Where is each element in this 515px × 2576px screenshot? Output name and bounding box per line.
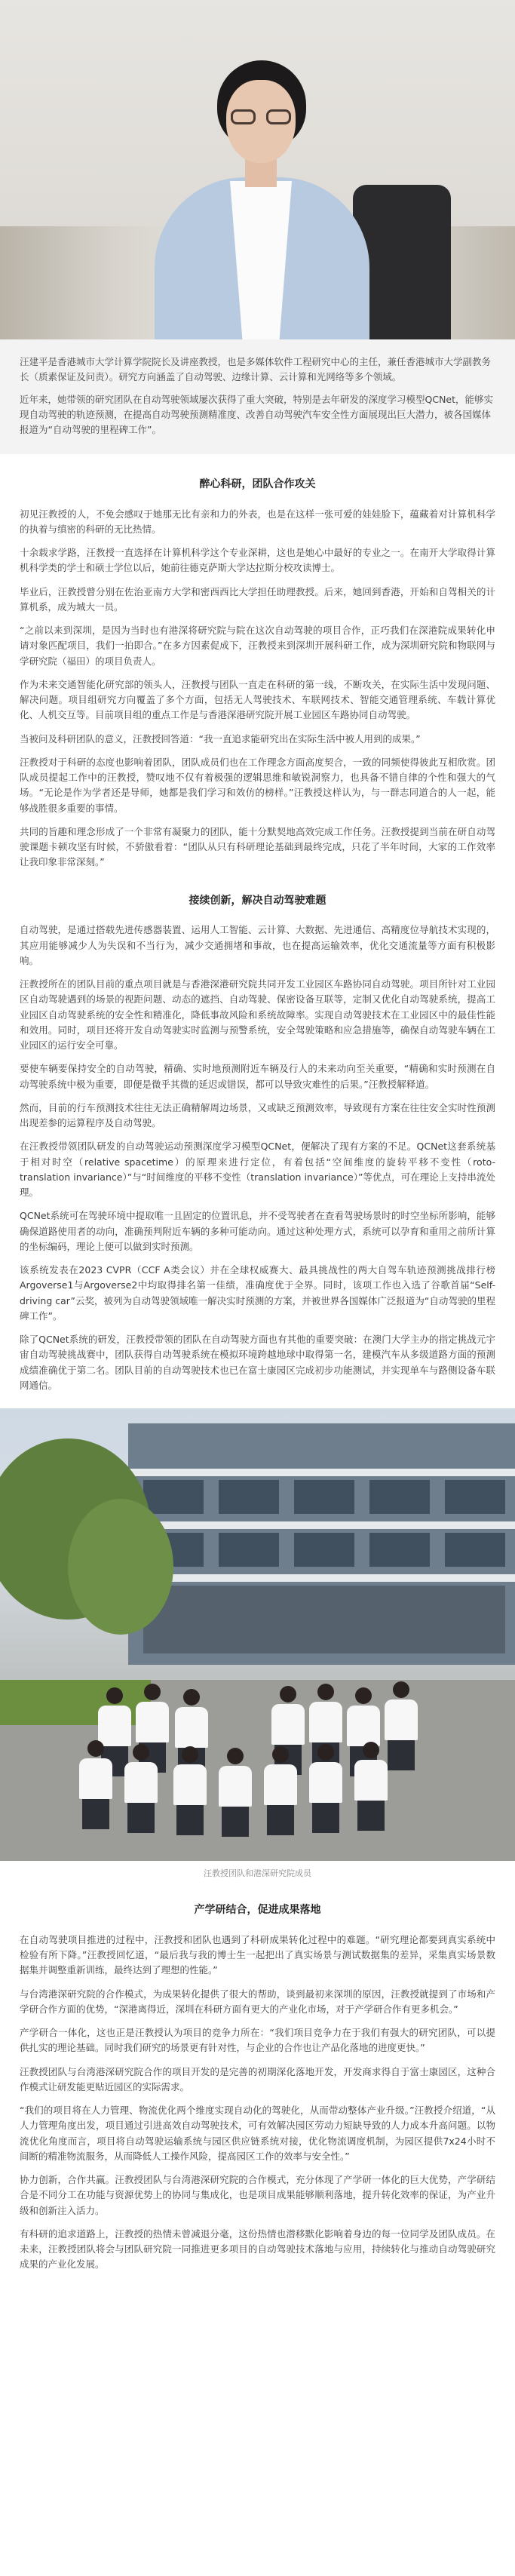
paragraph: 该系统发表在2023 CVPR（CCF A类会议）并在全球权威赛大、最具挑战性的两大自驾车轨迹预测挑战排行榜Argoverse1与Argoverse2中均取得排名第一佳绩，准确度优于全界。同时，该项工作也入选了谷歌首届“Self-driving car”云奖，被列为自动驾驶领域唯一解决实时预测的方案，并被世界各国媒体广泛报道为“自动驾驶的里程碑工作”。 xyxy=(20,1264,495,1322)
paragraph: 要使车辆要保持安全的自动驾驶，精确、实时地预测附近车辆及行人的未来动向至关重要，“精确和实时预测在自动驾驶系统中极为重要，即便是微乎其微的延迟或错误，都可以导致灾难性的后果。”汪教授解释道。 xyxy=(20,1063,495,1090)
section-research xyxy=(0,477,515,870)
paragraph: 共同的旨趣和理念形成了一个非常有凝聚力的团队，能十分默契地高效完成工作任务。汪教授提到当前在研自动驾驶课题卡顿攻坚有时候，不骄傲看着：“团队从只有科研理论基础到最终完成，只花了半年时间，大家的工作效率让我印象非常深刻。” xyxy=(20,825,495,868)
building-facade xyxy=(128,1423,515,1665)
paragraph: 汪教授所在的团队目前的重点项目就是与香港深港研究院共同开发工业园区车路协同自动驾驶。项目所针对工业园区自动驾驶遇到的场景的视距问题、动态的遮挡、自动驾驶、保密设备互联等，定制又优化自动驾驶系统，提高工业园区自动驾驶系统的安全性和精准化，降低事故风险和系统故障率。实现自动驾驶技术在工业园区中的最佳性能和效用。同时，项目还将开发自动驾驶实时监测与预警系统，安全驾驶策略和应急措施等，确保自动驾驶车辆在工业园区的运行安全可靠。 xyxy=(20,978,495,1052)
paragraph: 有科研的追求道路上，汪教授的热情未曾减退分毫，这份热情也潜移默化影响着身边的每一位同学及团队成员。在未来，汪教授团队将会与团队研究院一同推进更多项目的自动驾驶技术落地与应用，持续转化与推动自动驾驶研究成果的产业化发展。 xyxy=(20,2228,495,2271)
section-title: 醉心科研，团队合作攻关 xyxy=(199,478,316,490)
team-member xyxy=(173,1746,207,1835)
section-title: 接续创新，解决自动驾驶难题 xyxy=(189,894,326,907)
paragraph: “我们的项目将在人力管理、物流优化两个维度实现自动化的驾驶化，从而带动整体产业升级。”汪教授介绍道，“从人力管理角度出发，项目通过引进高效自动驾驶技术，可有效解决园区劳动力短缺导致的人力成本升高问题。以物流优化角度而言，项目将自动驾驶运输系统与园区供应链系统对接，优化物流调度机制，为园区提供7x24小时不间断的精准物流服务，从而降低人工操作风险，提高园区工作的效率与安全性。” xyxy=(20,2105,495,2162)
paragraph: 毕业后，汪教授曾分别在佐治亚南方大学和密西西比大学担任助理教授。后来，她回到香港，开始和自驾相关的计算机系，成为城大一员。 xyxy=(20,585,495,613)
paragraph: 除了QCNet系统的研发，汪教授带领的团队在自动驾驶方面也有其他的重要突破：在澳门大学主办的指定挑战元宇宙自动驾驶挑战赛中，团队获得自动驾驶系统在模拟环境跨越地球中取得第一名，建模汽车从多级道路方面的预测成绩准确优于第二名。团队目前的自动驾驶技术也已在富士康园区完成初步功能测试，并实现单车与路侧设备车联网通信。 xyxy=(20,1334,495,1391)
paragraph: 自动驾驶，是通过搭载先进传感器装置、运用人工智能、云计算、大数据、先进通信、高精度位导航技术实现的，其应用能够减少人为失误和不当行为，减少交通拥堵和事故，也在提高运输效率，优化交通流量等方面有积极影响。 xyxy=(20,924,495,966)
intro-paragraph-1: 汪建平是香港城市大学计算学院院长及讲座教授，也是多媒体软件工程研究中心的主任，兼任香港城市大学副教务长（质素保证及问责）。研究方向涵盖了自动驾驶、边缘计算、云计算和光网络等多个领域。 xyxy=(20,356,492,382)
paragraph: 然而，目前的行车预测技术往往无法正确精解周边场景，又或缺乏预测效率，导致现有方案在往往安全实时性预测出现差参的运算程序及自动驾驶。 xyxy=(20,1101,495,1129)
paragraph: 与台湾港深研究院的合作模式，为成果转化提供了很大的帮助，谈到最初来深圳的原因，汪教授就提到了市场和产学研合作方面的优势，“深港离得近，深圳在科研方面有更大的产业化市场，对于产学研合作有更多机会。” xyxy=(20,1988,495,2015)
paragraph: 汪教授团队与台湾港深研究院合作的项目开发的是完善的初期深化落地开发，开发商求得自于富士康园区，这种合作模式让研发能更贴近园区的实际需求。 xyxy=(20,2065,495,2092)
intro-paragraph-2: 近年来，她带领的研究团队在自动驾驶领域屡次获得了重大突破，特别是去年研发的深度学习模型QCNet，能够实现自动驾驶的轨迹预测，在提高自动驾驶预测精准度、改善自动驾驶汽车安全性方面展现出巨大潜力，被各国媒体报道为“自动驾驶的里程碑工作”。 xyxy=(20,394,494,435)
paragraph: “之前以来到深圳，是因为当时也有港深将研究院与院在这次自动驾驶的项目合作，正巧我们在深港院成果转化申请对象匹配项目，我们一拍即合。”在多方因素促成下，汪教授来到深圳开展科研工作，成为深圳研究院和物联网与学研究院（福田）的项目负责人。 xyxy=(20,625,495,667)
paragraph: 在汪教授带领团队研发的自动驾驶运动预测深度学习模型QCNet，便解决了现有方案的不足。QCNet这套系统基于相对时空（relative spacetime）的原理来进行定位，有着包括“空间维度的旋转平移不变性（roto-translation invariance）”与“时间维度的平移不变性（translation invariance）”等优点，可在理论上支持串流处理。 xyxy=(20,1141,495,1199)
section-title: 产学研结合，促进成果落地 xyxy=(194,1904,321,1917)
paragraph: 在自动驾驶项目推进的过程中，汪教授和团队也遇到了科研成果转化过程中的难题。“研究理论都要到真实系统中检验有所下降。”汪教授回忆道，“最后我与我的博士生一起把出了真实场景与测试数据集的差异，采集真实场景数据集并调整重新训练，最终达到了理想的性能。” xyxy=(20,1933,495,1976)
paragraph: 十余载求学路，汪教授一直选择在计算机科学这个专业深耕，这也是她心中最好的专业之一。在南开大学取得计算机科学类的学士和硕士学位以后，她前往德克萨斯大学达拉斯分校攻读博士。 xyxy=(20,547,495,574)
portrait-photo xyxy=(0,0,515,339)
section-innovation xyxy=(0,893,515,1393)
tree xyxy=(68,1499,173,1635)
glasses-icon xyxy=(231,109,291,124)
team-member xyxy=(124,1744,158,1833)
paragraph: 当被问及科研团队的意义，汪教授回答道：“我一直追求能研究出在实际生活中被人用到的成果。” xyxy=(20,732,421,745)
paragraph: 作为未来交通智能化研究部的领头人，汪教授与团队一直走在科研的第一线，不断攻关，在实际生活中发现问题、解决问题。项目组研究方向覆盖了多个方面，包括无人驾驶技术、车联网技术、智能交通管理系统、车载计算优化、人机交互等。目前项目组的重点工作是与香港深港研究院开展工业园区车路协同自动驾驶。 xyxy=(20,678,495,721)
paragraph: 初见汪教授的人，不免会感叹于她那无比有亲和力的外表，也是在这样一张可爱的娃娃脸下，蕴藏着对计算机科学的执着与缜密的科研的无比热情。 xyxy=(20,508,495,535)
team-member xyxy=(354,1742,388,1831)
photo-caption: 汪教授团队和港深研究院成员 xyxy=(204,1868,311,1879)
paragraph: 产学研合一体化，这也正是汪教授认为项目的竞争力所在：“我们项目竞争力在于我们有强大的研究团队，可以提供扎实的理论基础。同时我们研究的场景更有针对性，与企业的合作也让产品化落地的进度更快。” xyxy=(20,2027,495,2054)
footer-space xyxy=(0,2281,515,2299)
paragraph: 汪教授对于科研的态度也影响着团队，团队成员们也在工作理念方面高度契合，一致的同频使得彼此互相欣赏。团队成员提起工作中的汪教授，赞叹地不仅有着极强的逻辑思维和敏锐洞察力，也具备不错自律的个性和强大的气场。“无论是作为学者还是导师，她都是我们学习和效仿的榜样。”汪教授这样认为，与一群志同道合的人一起，能够战胜很多重要的事情。 xyxy=(20,756,495,814)
paragraph: 协力创新，合作共赢。汪教授团队与台湾港深研究院的合作模式，充分体现了产学研一体化的巨大优势，产学研结合是不同分工在功能与资源优势上的协同与集成化，也是项目成果能够顺利落地，提升转化效率的保证，为产业升级和创新注入活力。 xyxy=(20,2174,495,2216)
intro-box xyxy=(0,339,515,454)
team-member xyxy=(309,1744,342,1833)
team-group-photo xyxy=(0,1408,515,1861)
paragraph: QCNet系统可在驾驶环境中提取唯一且固定的位置讯息，并不受驾驶者在查看驾驶场景时的时空坐标所影响，能够确保道路使用者的动向，准确预判附近车辆的多种可能动向。通过这种处理方式，系统可以孕育和重用之前所计算的坐标编码，理论上便可以做到实时预测。 xyxy=(20,1210,495,1252)
section-collaboration xyxy=(0,1902,515,2272)
team-member xyxy=(79,1740,112,1829)
team-member xyxy=(385,1681,418,1770)
team-member xyxy=(219,1748,252,1837)
team-member xyxy=(264,1746,297,1835)
